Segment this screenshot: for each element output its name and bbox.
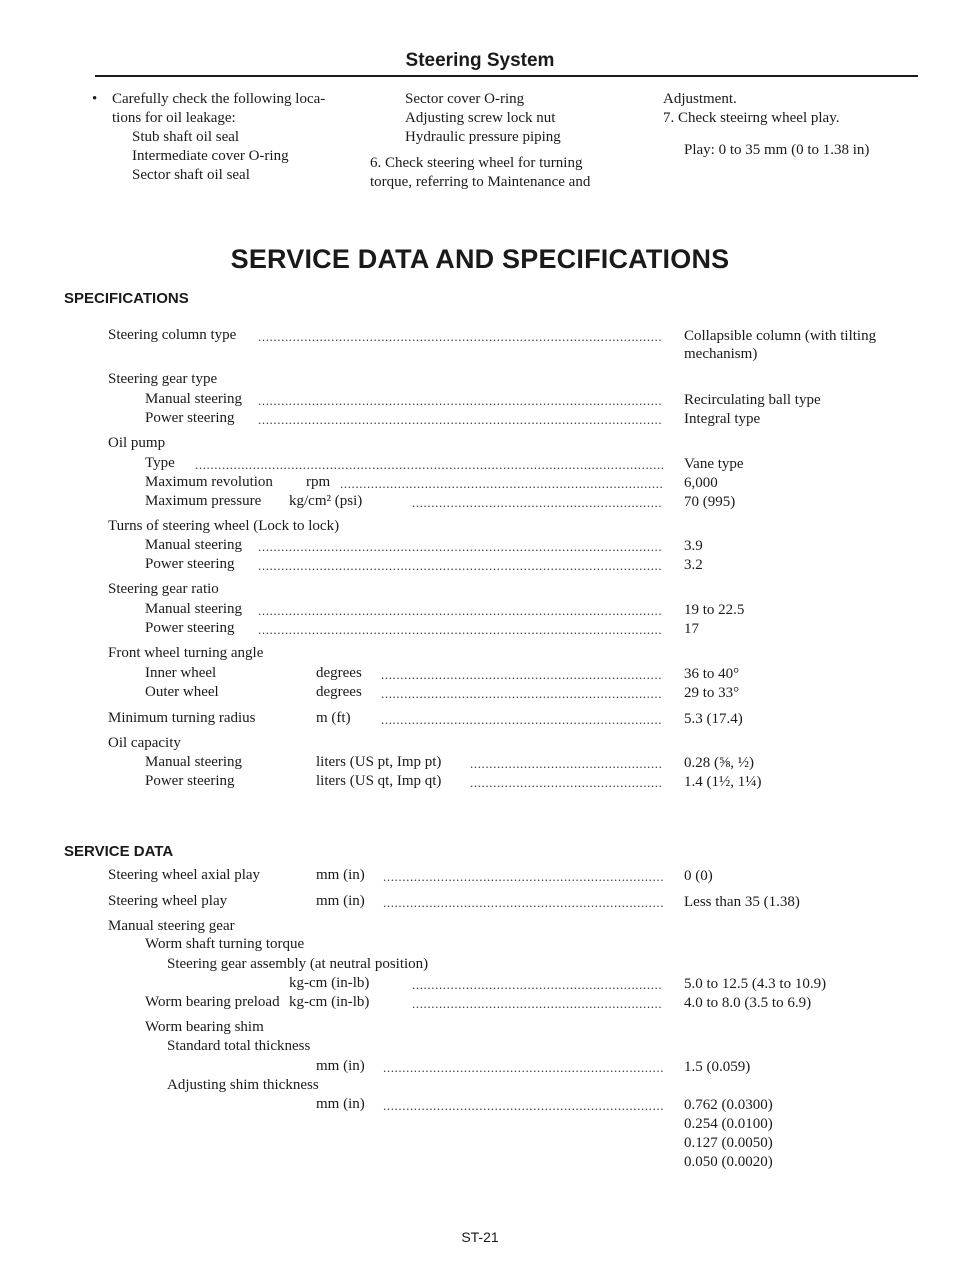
service-label-axial-play: Steering wheel axial play [108, 867, 261, 883]
spec-value-oil-power: 1.4 (1½, 1¼) [684, 774, 762, 790]
dot-leader [340, 476, 663, 491]
spec-value-gear-manual: Recirculating ball type [684, 392, 821, 408]
dot-leader [412, 495, 663, 510]
dot-leader [381, 712, 663, 727]
dot-leader [258, 603, 663, 618]
spec-unit-liters-qt: liters (US qt, Imp qt) [316, 773, 442, 789]
service-label-gear-assembly: Steering gear assembly (at neutral position) [167, 956, 429, 972]
dot-leader [383, 1098, 663, 1113]
service-data-heading: SERVICE DATA [64, 843, 174, 860]
service-unit-kgcm-inlb: kg-cm (in-lb) [289, 994, 370, 1010]
dot-leader [381, 667, 663, 682]
spec-value-gear-power: Integral type [684, 411, 761, 427]
service-label-manual-gear: Manual steering gear [108, 918, 235, 934]
dot-leader [470, 775, 663, 790]
service-value-wheel-play: Less than 35 (1.38) [684, 894, 800, 910]
dot-leader [258, 329, 663, 344]
dot-leader [258, 558, 663, 573]
intro-play-spec: Play: 0 to 35 mm (0 to 1.38 in) [684, 142, 870, 158]
spec-value-ratio-power: 17 [684, 621, 699, 637]
service-label-worm-torque: Worm shaft turning torque [145, 936, 305, 952]
dot-leader [258, 393, 663, 408]
dot-leader [412, 996, 663, 1011]
intro-col1-line2: tions for oil leakage: [112, 110, 236, 126]
spec-label-outer-wheel: Outer wheel [145, 684, 219, 700]
spec-value-column-type-cont: mechanism) [684, 346, 758, 362]
intro-col2-item: Sector cover O-ring [405, 91, 525, 107]
spec-label-manual-steering: Manual steering [145, 537, 243, 553]
dot-leader [383, 869, 663, 884]
dot-leader [195, 457, 663, 472]
spec-label-manual-steering: Manual steering [145, 754, 243, 770]
spec-label-steering-gear-type: Steering gear type [108, 371, 218, 387]
spec-label-max-pressure: Maximum pressure [145, 493, 262, 509]
service-value-adj-shim: 0.050 (0.0020) [684, 1154, 773, 1170]
service-value-assembly-torque: 5.0 to 12.5 (4.3 to 10.9) [684, 976, 827, 992]
intro-step6-line2: torque, referring to Maintenance and [370, 174, 591, 190]
spec-value-ratio-manual: 19 to 22.5 [684, 602, 745, 618]
service-unit-mm-in: mm (in) [316, 867, 365, 883]
page-number: ST-21 [461, 1229, 499, 1245]
spec-value-oil-manual: 0.28 (⅝, ½) [684, 755, 754, 771]
service-unit-kgcm-inlb: kg-cm (in-lb) [289, 975, 370, 991]
main-title: SERVICE DATA AND SPECIFICATIONS [230, 244, 730, 274]
intro-step7: 7. Check steeirng wheel play. [663, 110, 840, 126]
spec-label-gear-ratio: Steering gear ratio [108, 581, 219, 597]
spec-label-oil-pump: Oil pump [108, 435, 166, 451]
spec-label-manual-steering: Manual steering [145, 601, 243, 617]
spec-label-power-steering: Power steering [145, 773, 235, 789]
spec-label-min-radius: Minimum turning radius [108, 710, 256, 726]
intro-col2-item: Hydraulic pressure piping [405, 129, 561, 145]
spec-label-manual-steering: Manual steering [145, 391, 243, 407]
spec-value-max-revolution: 6,000 [684, 475, 718, 491]
spec-label-front-wheel: Front wheel turning angle [108, 645, 264, 661]
spec-label-type: Type [145, 455, 175, 471]
spec-unit-liters-pt: liters (US pt, Imp pt) [316, 754, 442, 770]
service-label-wheel-play: Steering wheel play [108, 893, 228, 909]
spec-label-power-steering: Power steering [145, 620, 235, 636]
spec-label-power-steering: Power steering [145, 410, 235, 426]
service-label-worm-preload: Worm bearing preload [145, 994, 280, 1010]
page-header-title: Steering System [405, 50, 555, 71]
intro-step6-line1: 6. Check steering wheel for turning [370, 155, 583, 171]
spec-label-max-revolution: Maximum revolution [145, 474, 273, 490]
service-label-worm-shim: Worm bearing shim [145, 1019, 264, 1035]
dot-leader [381, 686, 663, 701]
spec-value-turns-power: 3.2 [684, 557, 703, 573]
spec-value-inner-wheel: 36 to 40° [684, 666, 740, 682]
spec-value-turns-manual: 3.9 [684, 538, 703, 554]
intro-bullet: • [92, 91, 98, 107]
spec-value-max-pressure: 70 (995) [684, 494, 736, 510]
service-unit-mm-in: mm (in) [316, 1058, 365, 1074]
service-label-std-thickness: Standard total thickness [167, 1038, 311, 1054]
spec-unit-degrees: degrees [316, 684, 362, 700]
dot-leader [258, 412, 663, 427]
dot-leader [383, 1060, 663, 1075]
spec-unit-rpm: rpm [306, 474, 331, 490]
service-value-std-thickness: 1.5 (0.059) [684, 1059, 751, 1075]
service-value-adj-shim: 0.762 (0.0300) [684, 1097, 773, 1113]
spec-value-outer-wheel: 29 to 33° [684, 685, 740, 701]
spec-label-power-steering: Power steering [145, 556, 235, 572]
service-unit-mm-in: mm (in) [316, 893, 365, 909]
dot-leader [470, 756, 663, 771]
dot-leader [383, 895, 663, 910]
spec-value-pump-type: Vane type [684, 456, 744, 472]
spec-value-column-type: Collapsible column (with tilting [684, 328, 877, 344]
intro-col1-item: Intermediate cover O-ring [132, 148, 289, 164]
header-rule [95, 75, 918, 77]
spec-label-oil-capacity: Oil capacity [108, 735, 181, 751]
service-value-adj-shim: 0.127 (0.0050) [684, 1135, 773, 1151]
spec-value-min-radius: 5.3 (17.4) [684, 711, 743, 727]
spec-unit-mft: m (ft) [316, 710, 351, 726]
service-label-adj-shim: Adjusting shim thickness [167, 1077, 319, 1093]
specifications-heading: SPECIFICATIONS [64, 290, 189, 307]
dot-leader [258, 539, 663, 554]
spec-label-steering-column-type: Steering column type [108, 327, 237, 343]
intro-col1-line1: Carefully check the following loca- [112, 91, 326, 107]
dot-leader [258, 622, 663, 637]
intro-col2-item: Adjusting screw lock nut [405, 110, 556, 126]
service-unit-mm-in: mm (in) [316, 1096, 365, 1112]
spec-label-inner-wheel: Inner wheel [145, 665, 217, 681]
dot-leader [412, 977, 663, 992]
service-value-axial-play: 0 (0) [684, 868, 713, 884]
spec-unit-kgcm2: kg/cm² (psi) [289, 493, 363, 509]
intro-col1-item: Sector shaft oil seal [132, 167, 250, 183]
service-value-worm-preload: 4.0 to 8.0 (3.5 to 6.9) [684, 995, 812, 1011]
intro-col1-item: Stub shaft oil seal [132, 129, 240, 145]
intro-col3-line1: Adjustment. [663, 91, 737, 107]
service-value-adj-shim: 0.254 (0.0100) [684, 1116, 773, 1132]
spec-unit-degrees: degrees [316, 665, 362, 681]
spec-label-turns: Turns of steering wheel (Lock to lock) [108, 518, 340, 534]
